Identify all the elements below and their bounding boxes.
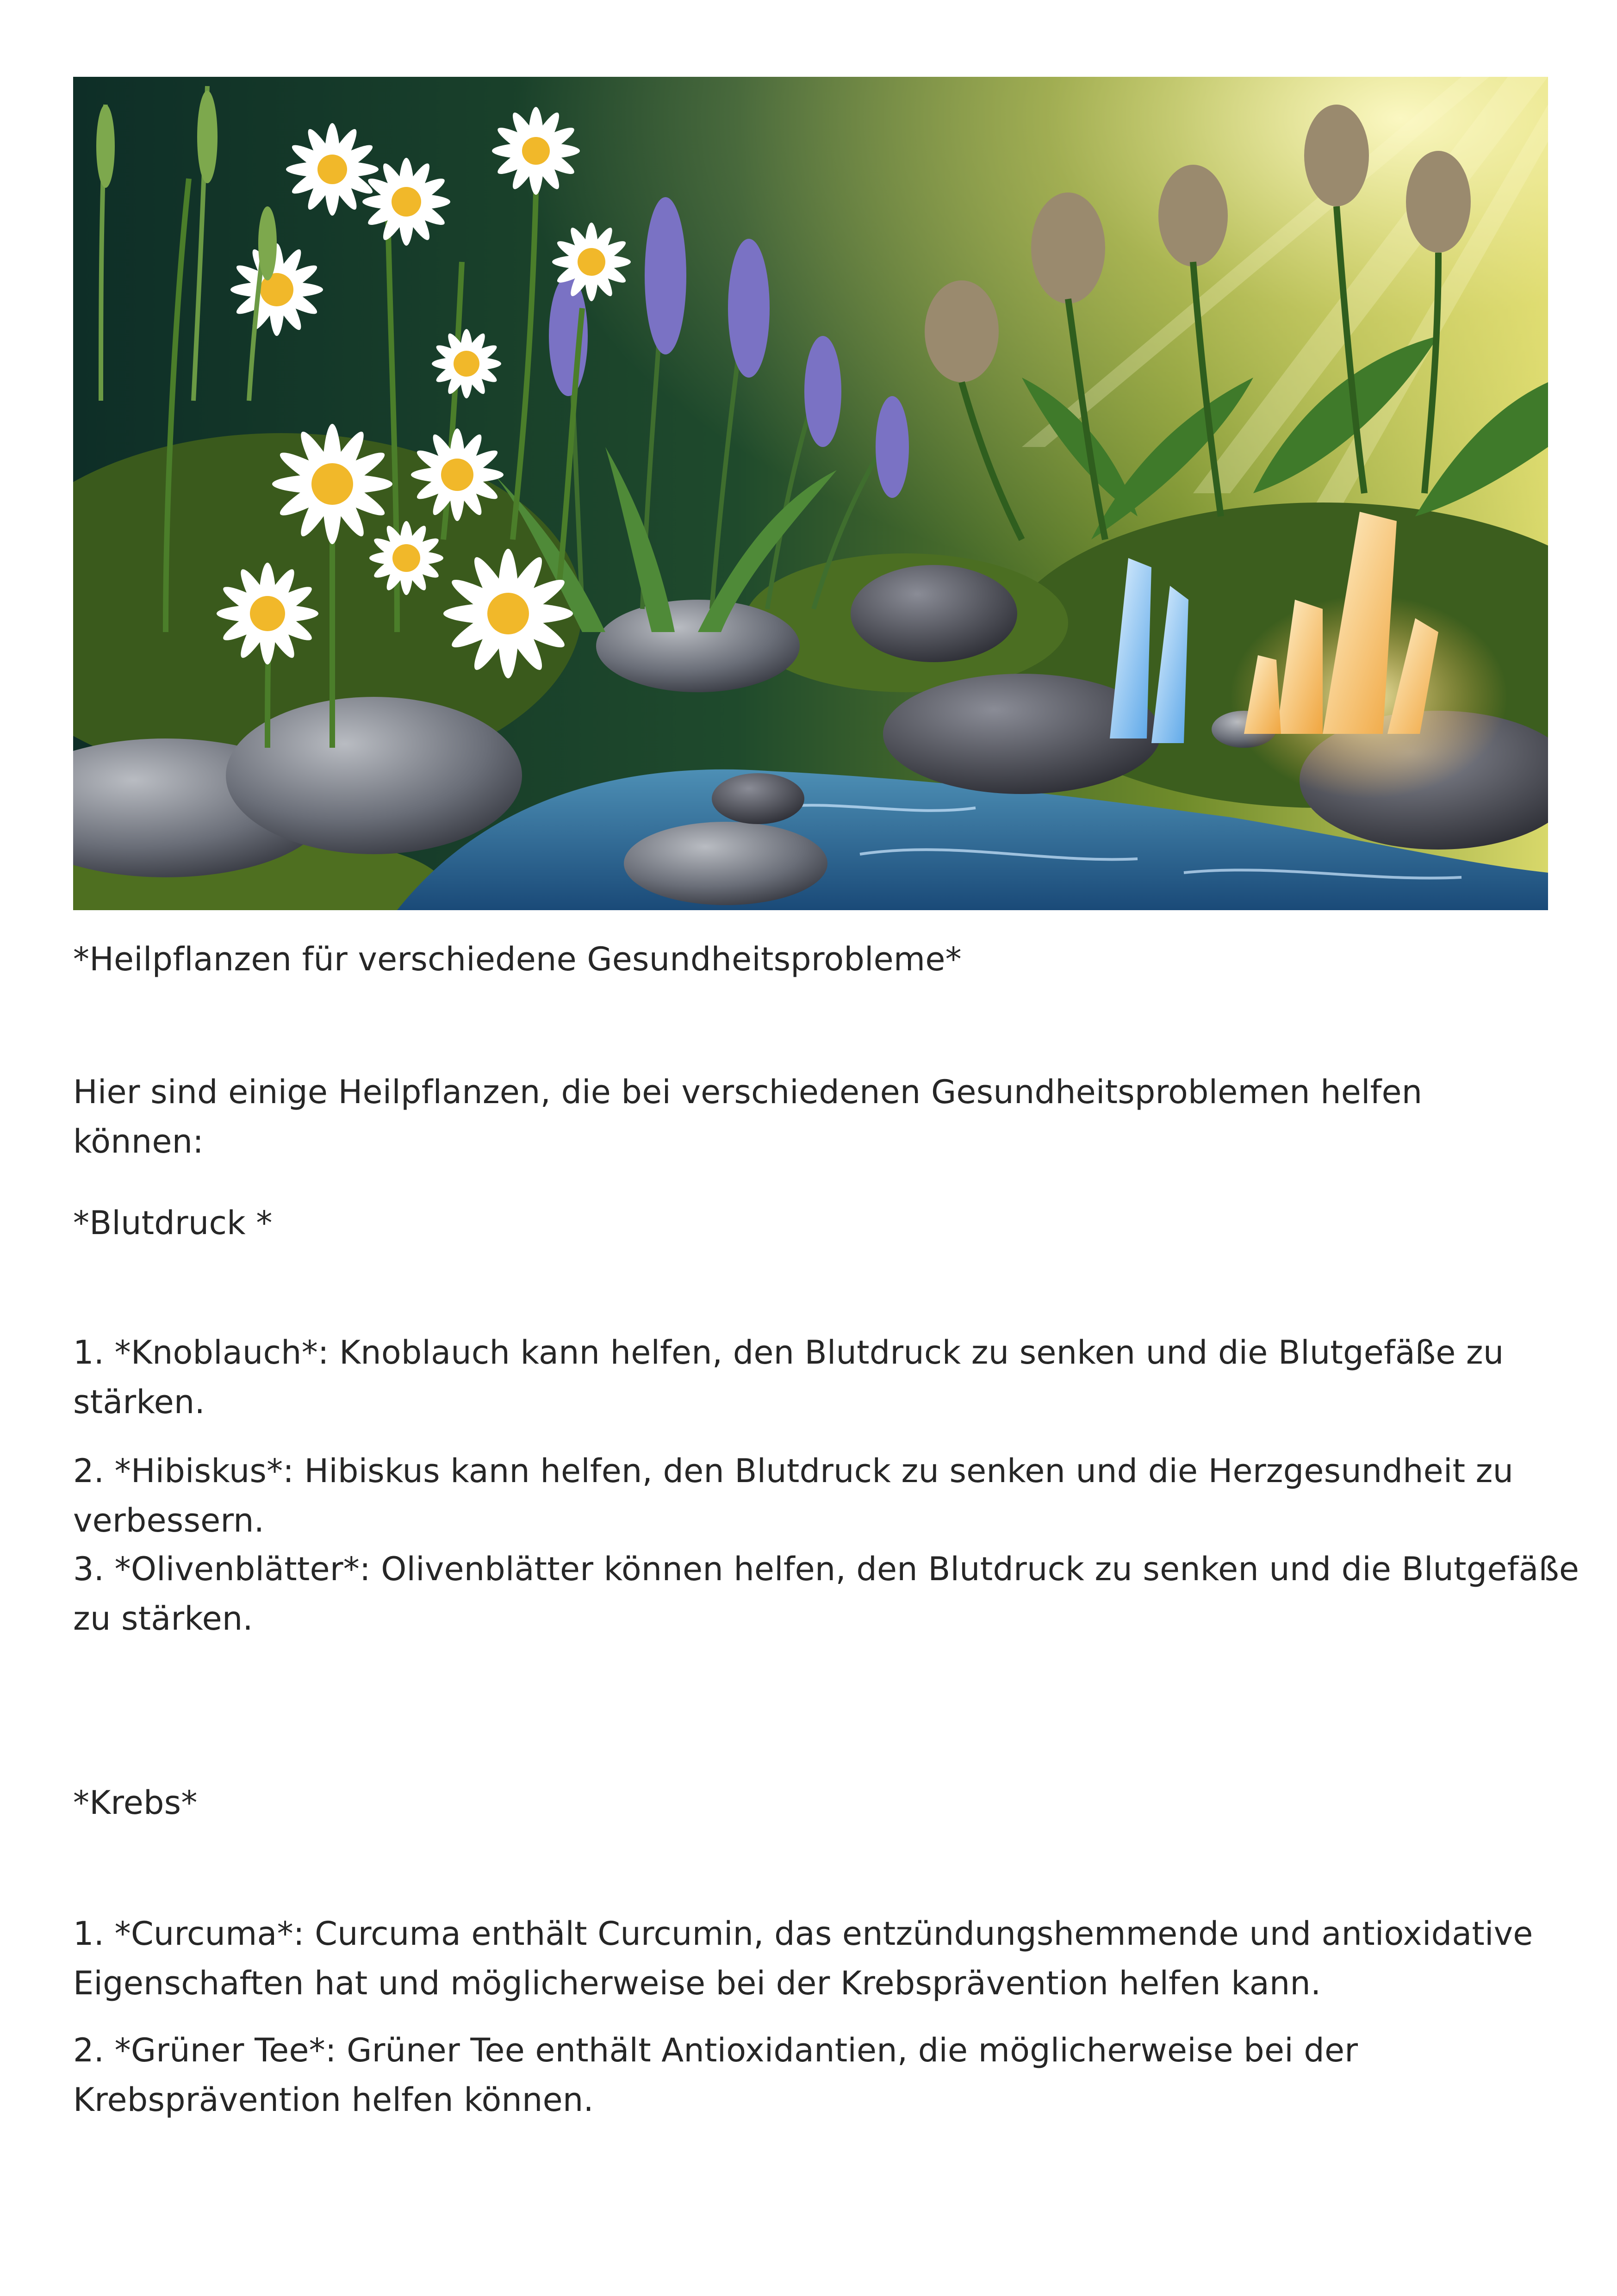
list-item-line: 1. *Curcuma*: Curcuma enthält Curcumin, das entzündungshemmende und antioxidative [73, 1915, 1533, 1953]
list-item-line: verbessern. [73, 1502, 265, 1539]
list-item-line: Krebsprävention helfen können. [73, 2081, 594, 2119]
list-item [73, 1545, 1580, 1644]
list-item-line: zu stärken. [73, 1600, 253, 1638]
list-item-line: 2. *Grüner Tee*: Grüner Tee enthält Antioxidantien, die möglicherweise bei der [73, 2031, 1358, 2069]
hero-image [73, 77, 1548, 910]
list-item-line: Eigenschaften hat und möglicherweise bei der Krebsprävention helfen kann. [73, 1964, 1321, 2002]
intro-paragraph: Hier sind einige Heilpflanzen, die bei verschiedenen Gesundheitsproblemen helfen können: [73, 1073, 1423, 1160]
list-item [73, 1328, 1554, 1427]
list-item-line: 3. *Olivenblätter*: Olivenblätter können helfen, den Blutdruck zu senken und die Blutgefäße [73, 1550, 1580, 1588]
section-heading-blutdruck: *Blutdruck * [73, 1204, 273, 1242]
list-item-line: 1. *Knoblauch*: Knoblauch kann helfen, den Blutdruck zu senken und die Blutgefäße zu [73, 1334, 1504, 1371]
herbal-garden-illustration [73, 77, 1548, 910]
section-heading-krebs: *Krebs* [73, 1784, 198, 1822]
list-item-line: 2. *Hibiskus*: Hibiskus kann helfen, den Blutdruck zu senken und die Herzgesundheit zu [73, 1452, 1514, 1490]
list-item [73, 2026, 1554, 2125]
list-item-line: stärken. [73, 1383, 205, 1421]
list-item [73, 1909, 1554, 2008]
list-item [73, 1446, 1554, 1545]
document-title: *Heilpflanzen für verschiedene Gesundheitsprobleme* [73, 940, 962, 978]
